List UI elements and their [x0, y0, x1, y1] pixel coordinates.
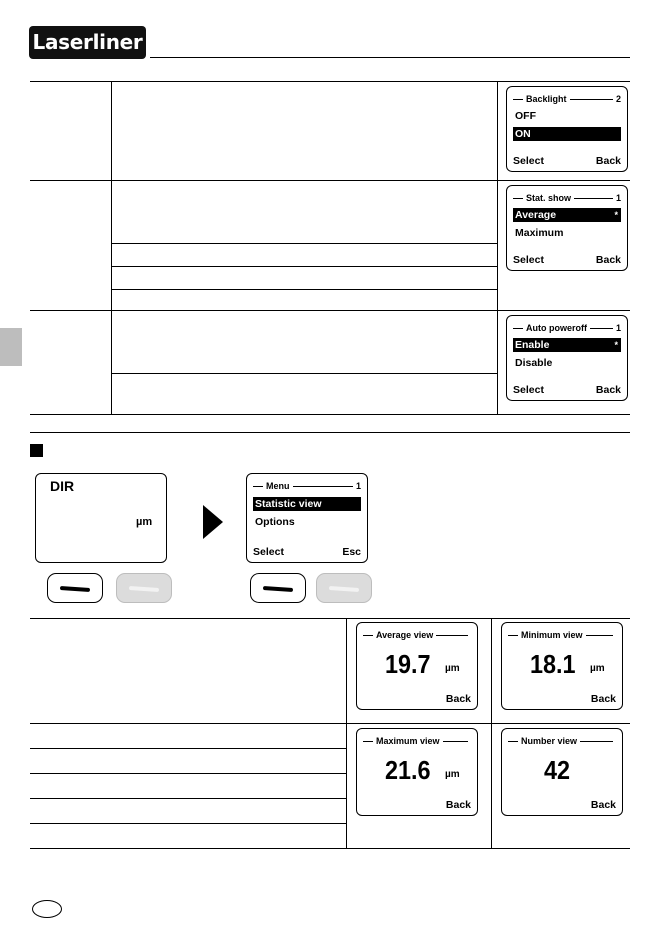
dir-unit: µm	[136, 516, 153, 528]
table-col-rule	[491, 618, 492, 848]
display-title: Average view	[376, 630, 434, 640]
brand-logo: Laserliner	[29, 26, 146, 59]
display-title: Auto poweroff	[526, 323, 587, 333]
softkey-select[interactable]: Select	[513, 254, 544, 266]
display-title: Number view	[521, 736, 578, 746]
table-bottom-rule	[30, 848, 630, 849]
menu-option-off[interactable]: OFF	[515, 110, 536, 122]
softkey-back[interactable]: Back	[595, 254, 621, 266]
section-rule	[30, 432, 630, 433]
table-row-rule	[30, 180, 630, 181]
softkey-esc[interactable]: Esc	[342, 546, 361, 558]
average-value: 19.7	[385, 649, 431, 679]
table-top-rule	[30, 81, 630, 82]
table-subrow-rule	[111, 243, 497, 244]
section-square-icon	[30, 444, 43, 457]
number-value: 42	[544, 755, 571, 785]
active-star-icon: *	[614, 340, 618, 350]
value-unit: µm	[445, 663, 460, 674]
table-subrow-rule	[30, 773, 346, 774]
display-index: 1	[615, 323, 621, 333]
softkey-select[interactable]: Select	[513, 155, 544, 167]
softkey-back[interactable]: Back	[590, 799, 616, 811]
softkey-select[interactable]: Select	[513, 384, 544, 396]
active-star-icon: *	[614, 210, 618, 220]
display-title: Maximum view	[376, 736, 440, 746]
display-title: Minimum view	[521, 630, 583, 640]
left-softkey-button[interactable]	[47, 573, 103, 603]
header-rule	[150, 57, 630, 58]
value-unit: µm	[590, 663, 605, 674]
menu-option-statistic-view[interactable]: Statistic view	[253, 497, 361, 511]
backlight-display	[506, 86, 628, 172]
softkey-back[interactable]: Back	[590, 693, 616, 705]
display-title: Menu	[266, 481, 290, 491]
side-tab-marker	[0, 328, 22, 366]
menu-option-options[interactable]: Options	[255, 516, 295, 528]
left-softkey-button[interactable]	[250, 573, 306, 603]
table-bottom-rule	[30, 414, 630, 415]
menu-option-on[interactable]: ON	[513, 127, 621, 141]
value-unit: µm	[445, 769, 460, 780]
arrow-right-icon	[203, 505, 223, 539]
display-index: 1	[355, 481, 361, 491]
table-subrow-rule	[30, 798, 346, 799]
auto-poweroff-display	[506, 315, 628, 401]
average-view-display	[356, 622, 478, 710]
language-oval-icon	[32, 900, 62, 918]
table-subrow-rule	[111, 289, 497, 290]
softkey-back[interactable]: Back	[595, 384, 621, 396]
table-row-rule	[30, 310, 630, 311]
softkey-select[interactable]: Select	[253, 546, 284, 558]
menu-option-enable[interactable]	[513, 338, 621, 352]
display-title: Backlight	[526, 94, 567, 104]
table-col-rule	[346, 618, 347, 848]
softkey-back[interactable]: Back	[445, 693, 471, 705]
dir-label: DIR	[50, 478, 75, 494]
table-top-rule	[30, 618, 630, 619]
table-subrow-rule	[111, 266, 497, 267]
menu-option-disable[interactable]: Disable	[515, 357, 553, 369]
softkey-back[interactable]: Back	[595, 155, 621, 167]
display-index: 2	[615, 94, 621, 104]
display-title: Stat. show	[526, 193, 572, 203]
minimum-view-display	[501, 622, 623, 710]
menu-option-maximum[interactable]: Maximum	[515, 227, 564, 239]
table-col-rule	[111, 81, 112, 414]
maximum-value: 21.6	[385, 755, 431, 785]
table-subrow-rule	[111, 373, 497, 374]
softkey-back[interactable]: Back	[445, 799, 471, 811]
stat-show-display	[506, 185, 628, 271]
option-label: Average	[515, 209, 557, 221]
table-row-rule	[30, 723, 630, 724]
right-softkey-button[interactable]	[316, 573, 372, 603]
option-label: Enable	[515, 339, 550, 351]
minimum-value: 18.1	[530, 649, 576, 679]
menu-option-average[interactable]	[513, 208, 621, 222]
display-index: 1	[615, 193, 621, 203]
right-softkey-button[interactable]	[116, 573, 172, 603]
table-col-rule	[497, 81, 498, 414]
maximum-view-display	[356, 728, 478, 816]
table-subrow-rule	[30, 823, 346, 824]
number-view-display	[501, 728, 623, 816]
menu-display	[246, 473, 368, 563]
dir-display	[35, 473, 167, 563]
table-subrow-rule	[30, 748, 346, 749]
